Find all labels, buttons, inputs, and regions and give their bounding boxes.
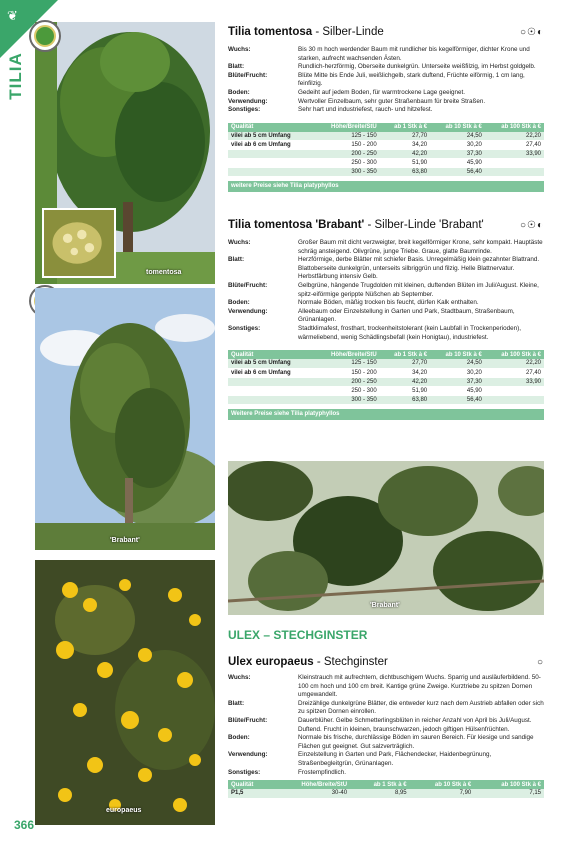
section-heading: ULEX – STECHGINSTER [228,628,368,642]
property-row: Boden: Normale Böden, mäßig trocken bis feucht, dürfen Kalk enthalten. [228,299,479,307]
price-table: Qualität Höhe/Breite/StU ab 1 Stk à € ab 10 Stk à € ab 100 Stk à € vilei ab 5 cm Umfang 125 - 150 27,70 24,50 22,20 vilei ab 6 cm Umfang 150 - 200 34,20 30,20 27,40 200 - 250 42,20 37,30 33,90 250 - 300 51,90 45,90 300 - 350 63,80 56,40 [228,123,544,178]
product-tilia-tomentosa-brabant [228,219,544,420]
price-table: Qualität Höhe/Breite/StU ab 1 Stk à € ab 10 Stk à € ab 100 Stk à € P1,5 30-40 8,95 7,90 7,15 [228,780,544,799]
property-row: Wuchs: Großer Baum mit dicht verzweigter, breit kegelförmiger Krone, sehr kompakt. Hauptäste schräg ansteigend. Olivgrüne, junge Triebe. Graue, glatte Baumrinde. [228,239,543,255]
property-row: Blatt: Rundlich-herzförmig, Oberseite dunkelgrün. Unterseite weißfilzig, im Herbst goldgelb. [228,63,536,71]
property-row: Wuchs: Kleinstrauch mit aufrechtem, dichtbuschigem Wuchs. Sparrig und ausläuferbildend. 50-100 cm hoch und 100 cm breit. Kantige grüne Zweige. Kurztriebe zu spitzen Dornen umgewandelt. [228,674,541,699]
product-tilia-tomentosa [228,26,544,192]
property-row: Blüte/Frucht: Blüte Mitte bis Ende Juli, weißlichgelb, stark duftend, Früchte eiförmig, 1 cm lang, feinfilzig. [228,71,525,88]
table-row: 300 - 350 63,80 56,40 [228,395,544,404]
product-title: Tilia tomentosa - Silber-Linde [228,26,384,38]
more-prices-note: Weitere Preise siehe Tilia platyphyllos [228,409,544,420]
property-list [228,46,544,115]
property-list [228,674,544,777]
leaf-icon: ❦ [7,8,18,23]
inset-photo-tilia-flowers [42,208,116,278]
table-row: 250 - 300 51,90 45,90 [228,386,544,395]
property-row: Verwendung: Einzelstellung in Garten und Park, Flächendecker, Haidenbegrünung, Straßenbegleitgrün, Grünanlagen. [228,751,492,767]
photo-caption: europaeus [106,807,142,814]
property-row: Verwendung: Alleebaum oder Einzelstellung in Garten und Park, Stadtbaum, Straßenbaum, Grünanlagen. [228,307,515,324]
photo-ulex-europaeus [35,560,215,825]
table-row: vilei ab 6 cm Umfang 150 - 200 34,20 30,20 27,40 [228,141,544,150]
table-row: vilei ab 5 cm Umfang 125 - 150 27,70 24,50 22,20 [228,359,544,368]
page-number: 366 [14,818,35,832]
photo-tilia-brabant-tree [35,288,215,550]
property-row: Blatt: Dreizählige dunkelgrüne Blätter, die entweder kurz nach dem Austrieb abfallen oder sich zu spitzen Dornen einrollen. [228,699,544,716]
product-title: Tilia tomentosa 'Brabant' - Silber-Linde 'Brabant' [228,219,484,231]
table-row: 250 - 300 51,90 45,90 [228,159,544,168]
photo-caption: 'Brabant' [110,537,140,544]
table-row: 300 - 350 63,80 56,40 [228,168,544,177]
light-requirement-icons: ○ [536,656,544,668]
table-row: vilei ab 5 cm Umfang 125 - 150 27,70 24,50 22,20 [228,132,544,141]
property-list [228,239,544,342]
property-row: Blatt: Herzförmige, derbe Blätter mit schiefer Basis. Unregelmäßig klein gezahnter Blattrand. Blattoberseite dunkelgrün, unterseits silbriggrün und filzig. Helle Blattnervatur. Herbstfärbung intensiv Gelb. [228,256,540,281]
property-row: Wuchs: Bis 30 m hoch werdender Baum mit rundlicher bis kegelförmiger, dichter Krone und starken, aufrecht wachsenden Ästen. [228,46,530,62]
property-row: Boden: Gedeiht auf jedem Boden, für warmtrockene Lage geeignet. [228,88,465,96]
price-table: Qualität Höhe/Breite/StU ab 1 Stk à € ab 10 Stk à € ab 100 Stk à € vilei ab 5 cm Umfang 125 - 150 27,70 24,50 22,20 vilei ab 6 cm Umfang 150 - 200 34,20 30,20 27,40 200 - 250 42,20 37,30 33,90 250 - 300 51,90 45,90 300 - 350 63,80 56,40 [228,350,544,405]
table-row: vilei ab 6 cm Umfang 150 - 200 34,20 30,20 27,40 [228,368,544,377]
quality-seal-badge [29,20,61,52]
property-row: Sonstiges: Stadtklimafest, frosthart, trockenheitstolerant (kein Laubfall in Trockenperioden), wärmeliebend, wenig Schädlingsbefall (kein Honigtau), industriefest. [228,324,521,341]
property-row: Sonstiges: Sehr hart und industriefest, rauch- und hitzefest. [228,106,433,114]
photo-tilia-brabant-leaves [228,461,544,615]
table-row: P1,5 30-40 8,95 7,90 7,15 [228,789,544,798]
product-title: Ulex europaeus - Stechginster [228,656,388,668]
property-row: Blüte/Frucht: Gelbgrüne, hängende Trugdolden mit kleinen, duftenden Blüten im Juli/August. Kleine, spitz-eiförmige gerippte Nüßchen ab September. [228,281,539,298]
property-row: Boden: Normale bis frische, durchlässige Böden im sauren Bereich. Für kiesige und sandige Flächen gut geeignet. Gut salzverträglich. [228,734,534,750]
photo-caption: tomentosa [146,269,182,276]
property-row: Verwendung: Wertvoller Einzelbaum, sehr guter Straßenbaum für breite Straßen. [228,97,486,105]
more-prices-note: weitere Preise siehe Tilia platyphyllos [228,181,544,192]
property-row: Blüte/Frucht: Dauerblüher. Gelbe Schmetterlingsblüten in reicher Anzahl von April bis Juli/August. Duftend. Frucht in kleinen, braunschwarzen, jedoch giftigen Hülsenfrüchten. [228,716,532,733]
light-requirement-icons: ○☉◐ [519,219,544,231]
section-letter-title: TILIA [6,52,25,100]
light-requirement-icons: ○☉◐ [519,26,544,38]
photo-caption: 'Brabant' [370,602,400,609]
table-row: 200 - 250 42,20 37,30 33,90 [228,150,544,159]
product-ulex-europaeus [228,656,544,799]
property-row: Sonstiges: Frostempfindlich. [228,768,346,776]
table-row: 200 - 250 42,20 37,30 33,90 [228,377,544,386]
